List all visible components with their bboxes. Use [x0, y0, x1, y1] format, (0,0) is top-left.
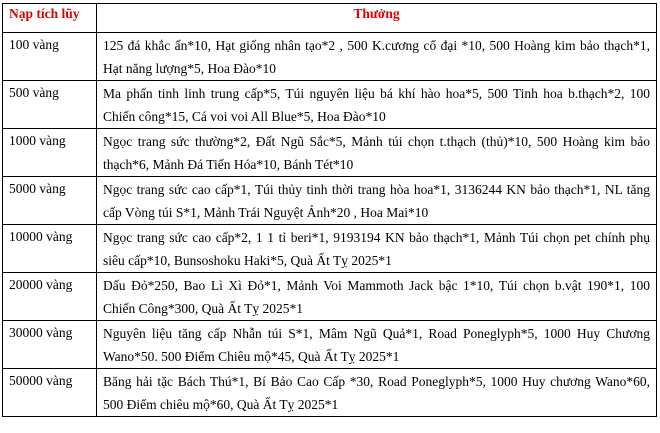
tier-cell: 100 vàng — [3, 33, 97, 81]
reward-cell: Nguyên liệu tăng cấp Nhẫn túi S*1, Mâm Ngũ Quả*1, Road Poneglyph*5, 1000 Huy Chương Wano*50. 500 Điểm Chiêu mộ*45, Quà Ất Tỵ 2025*1 — [97, 321, 657, 369]
tier-cell: 500 vàng — [3, 81, 97, 129]
tier-cell: 50000 vàng — [3, 369, 97, 417]
header-row — [3, 4, 657, 33]
table-row — [3, 129, 657, 177]
reward-cell: Băng hải tặc Bách Thú*1, Bí Bảo Cao Cấp *30, Road Poneglyph*5, 1000 Huy chương Wano*60, 500 Điểm chiêu mộ*60, Quà Ất Tỵ 2025*1 — [97, 369, 657, 417]
tier-cell: 1000 vàng — [3, 129, 97, 177]
reward-cell: Ngọc trang sức cao cấp*1, Túi thủy tinh thời trang hòa hoa*1, 3136244 KN bảo thạch*1, NL tăng cấp Vòng túi S*1, Mảnh Trái Nguyệt Ảnh*20 , Hoa Mai*10 — [97, 177, 657, 225]
tier-cell: 20000 vàng — [3, 273, 97, 321]
table-row — [3, 33, 657, 81]
rewards-table — [2, 3, 657, 417]
reward-cell: Ngọc trang sức thường*2, Đất Ngũ Sắc*5, Mảnh túi chọn t.thạch (thủ)*10, 500 Hoàng kim bảo thạch*6, Mảnh Đá Tiến Hóa*10, Bánh Tét*10 — [97, 129, 657, 177]
table-row — [3, 177, 657, 225]
tier-cell: 5000 vàng — [3, 177, 97, 225]
reward-cell: 125 đá khắc ấn*10, Hạt giống nhân tạo*2 , 500 K.cương cổ đại *10, 500 Hoàng kim bảo thạch*1, Hạt năng lượng*5, Hoa Đào*10 — [97, 33, 657, 81]
tier-cell: 30000 vàng — [3, 321, 97, 369]
table-row — [3, 225, 657, 273]
reward-cell: Ngọc trang sức cao cấp*2, 1 1 tỉ beri*1, 9193194 KN bảo thạch*1, Mảnh Túi chọn pet chính phụ siêu cấp*10, Bunsoshoku Haki*5, Quà Ất Tỵ 2025*1 — [97, 225, 657, 273]
tier-cell: 10000 vàng — [3, 225, 97, 273]
table-row — [3, 369, 657, 417]
table-row — [3, 81, 657, 129]
reward-column-header: Thưởng — [97, 4, 657, 33]
table-row — [3, 273, 657, 321]
table-row — [3, 321, 657, 369]
reward-cell: Ma phấn tinh linh trung cấp*5, Túi nguyên liệu bá khí hào hoa*5, 500 Tinh hoa b.thạch*2, 100 Chiến công*15, Cá voi voi All Blue*5, Hoa Đào*10 — [97, 81, 657, 129]
reward-cell: Dấu Đỏ*250, Bao Lì Xì Đỏ*1, Mảnh Voi Mammoth Jack bậc 1*10, Túi chọn b.vật 190*1, 100 Chiến Công*300, Quà Ất Tỵ 2025*1 — [97, 273, 657, 321]
tier-column-header: Nạp tích lũy — [3, 4, 97, 33]
